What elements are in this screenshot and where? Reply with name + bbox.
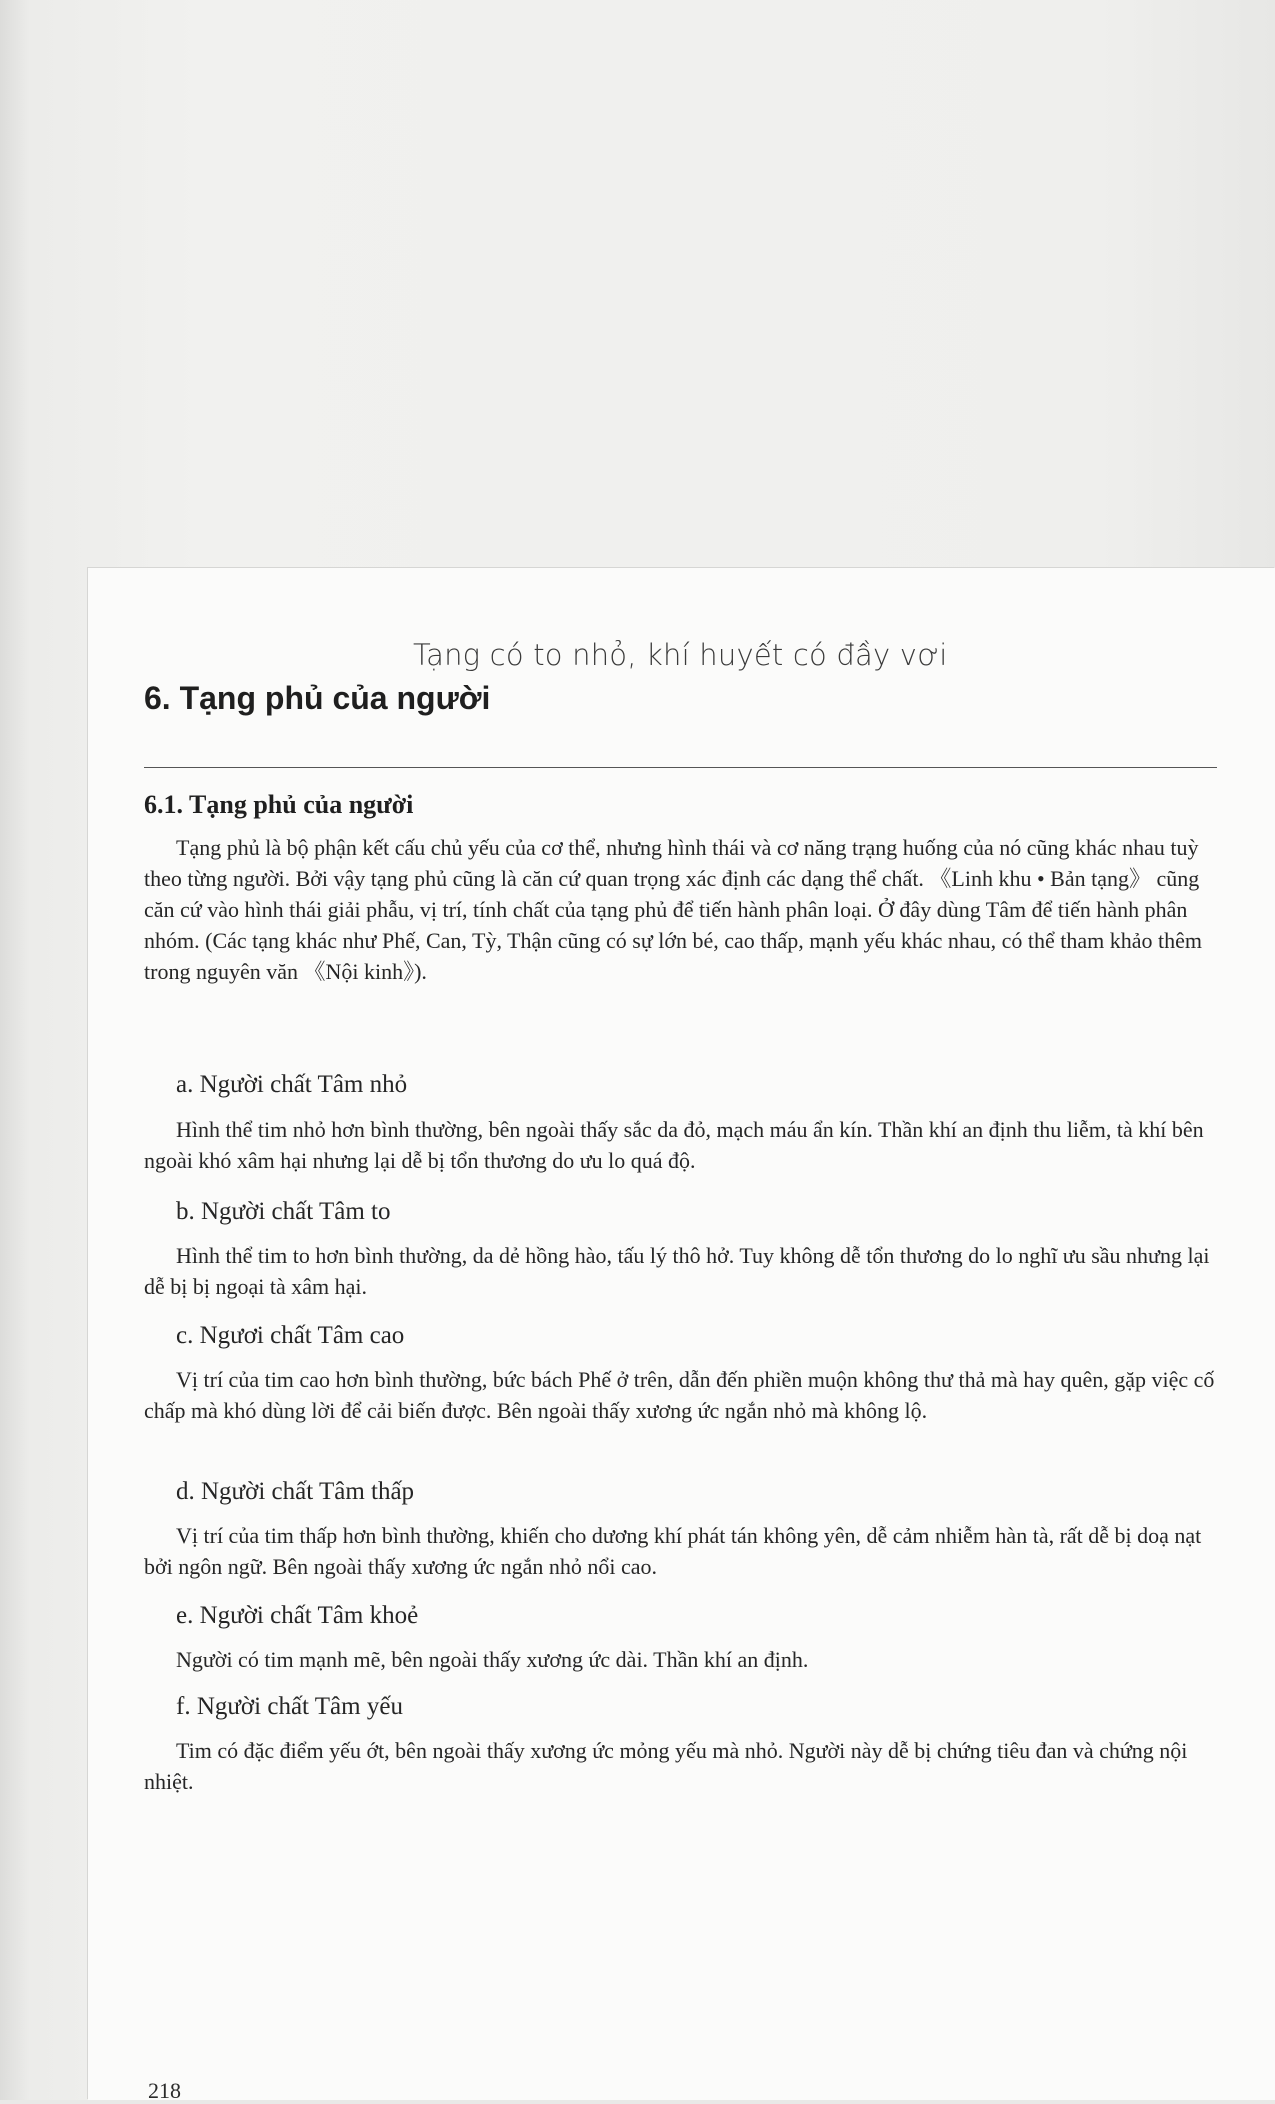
page-number: 218 [148,2078,181,2103]
header-rule [144,767,1217,768]
item-text-e: Người có tim mạnh mẽ, bên ngoài thấy xương ức dài. Thần khí an định. [176,1647,809,1672]
book-page [88,568,1275,2103]
section-heading: 6.1. Tạng phủ của người [144,790,414,819]
item-heading-e: e. Người chất Tâm khoẻ [176,1602,419,1629]
item-heading-a: a. Người chất Tâm nhỏ [176,1071,408,1098]
item-text-c: Vị trí của tim cao hơn bình thường, bức bách Phế ở trên, dẫn đến phiền muộn không thư thả mà hay quên, gặp việc cố chấp mà khó dùng lời để cải biến được. Bên ngoài thấy xương ức ngắn nhỏ mà không lộ. [144,1367,1215,1423]
item-text-f: Tim có đặc điểm yếu ớt, bên ngoài thấy xương ức mỏng yếu mà nhỏ. Người này dễ bị chứng tiêu đan và chứng nội nhiệt. [144,1738,1188,1794]
section-intro: Tạng phủ là bộ phận kết cấu chủ yếu của cơ thể, nhưng hình thái và cơ năng trạng huống của nó cũng khác nhau tuỳ theo từng người. Bởi vậy tạng phủ cũng là căn cứ quan trọng xác định các dạng thể chất. 《Linh khu • Bản tạng》 cũng căn cứ vào hình thái giải phẫu, vị trí, tính chất của tạng phủ để tiến hành phân loại. Ở đây dùng Tâm để tiến hành phân nhóm. (Các tạng khác như Phế, Can, Tỳ, Thận cũng có sự lớn bé, cao thấp, mạnh yếu khác nhau, có thể tham khảo thêm trong nguyên văn 《Nội kinh》). [144,835,1203,984]
chapter-title: 6. Tạng phủ của người [144,680,491,716]
item-text-d: Vị trí của tim thấp hơn bình thường, khiến cho dương khí phát tán không yên, dễ cảm nhiễm hàn tà, rất dễ bị doạ nạt bởi ngôn ngữ. Bên ngoài thấy xương ức ngắn nhỏ nổi cao. [144,1523,1202,1579]
item-heading-b: b. Người chất Tâm to [176,1198,391,1225]
item-text-a: Hình thể tim nhỏ hơn bình thường, bên ngoài thấy sắc da đỏ, mạch máu ẩn kín. Thần khí an định thu liễm, tà khí bên ngoài khó xâm hại nhưng lại dễ bị tổn thương do ưu lo quá độ. [144,1117,1204,1173]
item-heading-c: c. Ngươi chất Tâm cao [176,1322,405,1349]
running-head: Tạng có to nhỏ, khí huyết có đầy vơi [413,638,948,672]
item-heading-d: d. Người chất Tâm thấp [176,1478,415,1505]
item-heading-f: f. Người chất Tâm yếu [176,1693,403,1720]
item-text-b: Hình thể tim to hơn bình thường, da dẻ hồng hào, tấu lý thô hở. Tuy không dễ tổn thương do lo nghĩ ưu sầu nhưng lại dễ bị bị ngoại tà xâm hại. [144,1243,1210,1299]
